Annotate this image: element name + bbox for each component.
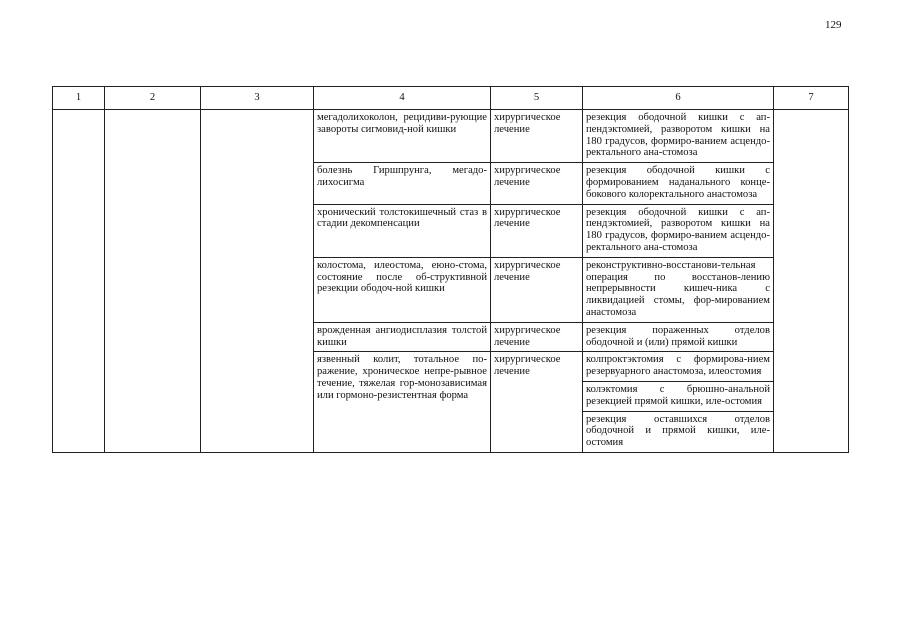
treatment-type-cell: хирургическое лечение [491,352,583,453]
procedure-cell: колэктомия с брюшно-анальной резекцией прямой кишки, иле-остомия [583,381,774,411]
procedure-cell: колпроктэктомия с формирова-нием резервуарного анастомоза, илеостомия [583,352,774,382]
empty-cell-col3 [201,110,314,453]
table-row [53,110,849,163]
condition-cell: мегадолихоколон, рецидиви-рующие завороты сигмовид-ной кишки [314,110,491,163]
treatment-type-cell: хирургическое лечение [491,110,583,163]
empty-cell-col1 [53,110,105,453]
procedure-cell: резекция ободочной кишки с ап-пендэктомией, разворотом кишки на 180 градусов, формиро-ванием асцендо-ректального ана-стомоза [583,204,774,257]
procedure-cell: резекция ободочной кишки с ап-пендэктомией, разворотом кишки на 180 градусов, формиро-ванием асцендо-ректального ана-стомоза [583,110,774,163]
column-header-4: 4 [314,87,491,110]
procedure-cell: резекция пораженных отделов ободочной и (или) прямой кишки [583,322,774,352]
column-header-3: 3 [201,87,314,110]
procedure-cell: резекция ободочной кишки с формированием наданального конце-бокового колоректального анастомоза [583,163,774,204]
empty-cell-col2 [105,110,201,453]
column-header-6: 6 [583,87,774,110]
medical-procedures-table [52,86,849,453]
condition-cell: колостома, илеостома, еюно-стома, состояние после об-структивной резекции ободоч-ной кишки [314,257,491,322]
procedure-cell: резекция оставшихся отделов ободочной и прямой кишки, иле-остомия [583,411,774,452]
condition-cell: язвенный колит, тотальное по-ражение, хроническое непре-рывное течение, тяжелая гор-монозависимая или гормоно-резистентная форма [314,352,491,453]
column-header-2: 2 [105,87,201,110]
procedure-cell: реконструктивно-восстанови-тельная операция по восстанов-лению непрерывности кишеч-ника с ликвидацией стомы, фор-мированием анастомоза [583,257,774,322]
page-number: 129 [825,19,842,31]
header-row [53,87,849,110]
treatment-type-cell: хирургическое лечение [491,322,583,352]
column-header-5: 5 [491,87,583,110]
condition-cell: болезнь Гиршпрунга, мегадо-лихосигма [314,163,491,204]
treatment-type-cell: хирургическое лечение [491,257,583,322]
condition-cell: врожденная ангиодисплазия толстой кишки [314,322,491,352]
condition-cell: хронический толстокишечный стаз в стадии декомпенсации [314,204,491,257]
treatment-type-cell: хирургическое лечение [491,163,583,204]
empty-cell-col7 [774,110,849,453]
column-header-7: 7 [774,87,849,110]
column-header-1: 1 [53,87,105,110]
treatment-type-cell: хирургическое лечение [491,204,583,257]
